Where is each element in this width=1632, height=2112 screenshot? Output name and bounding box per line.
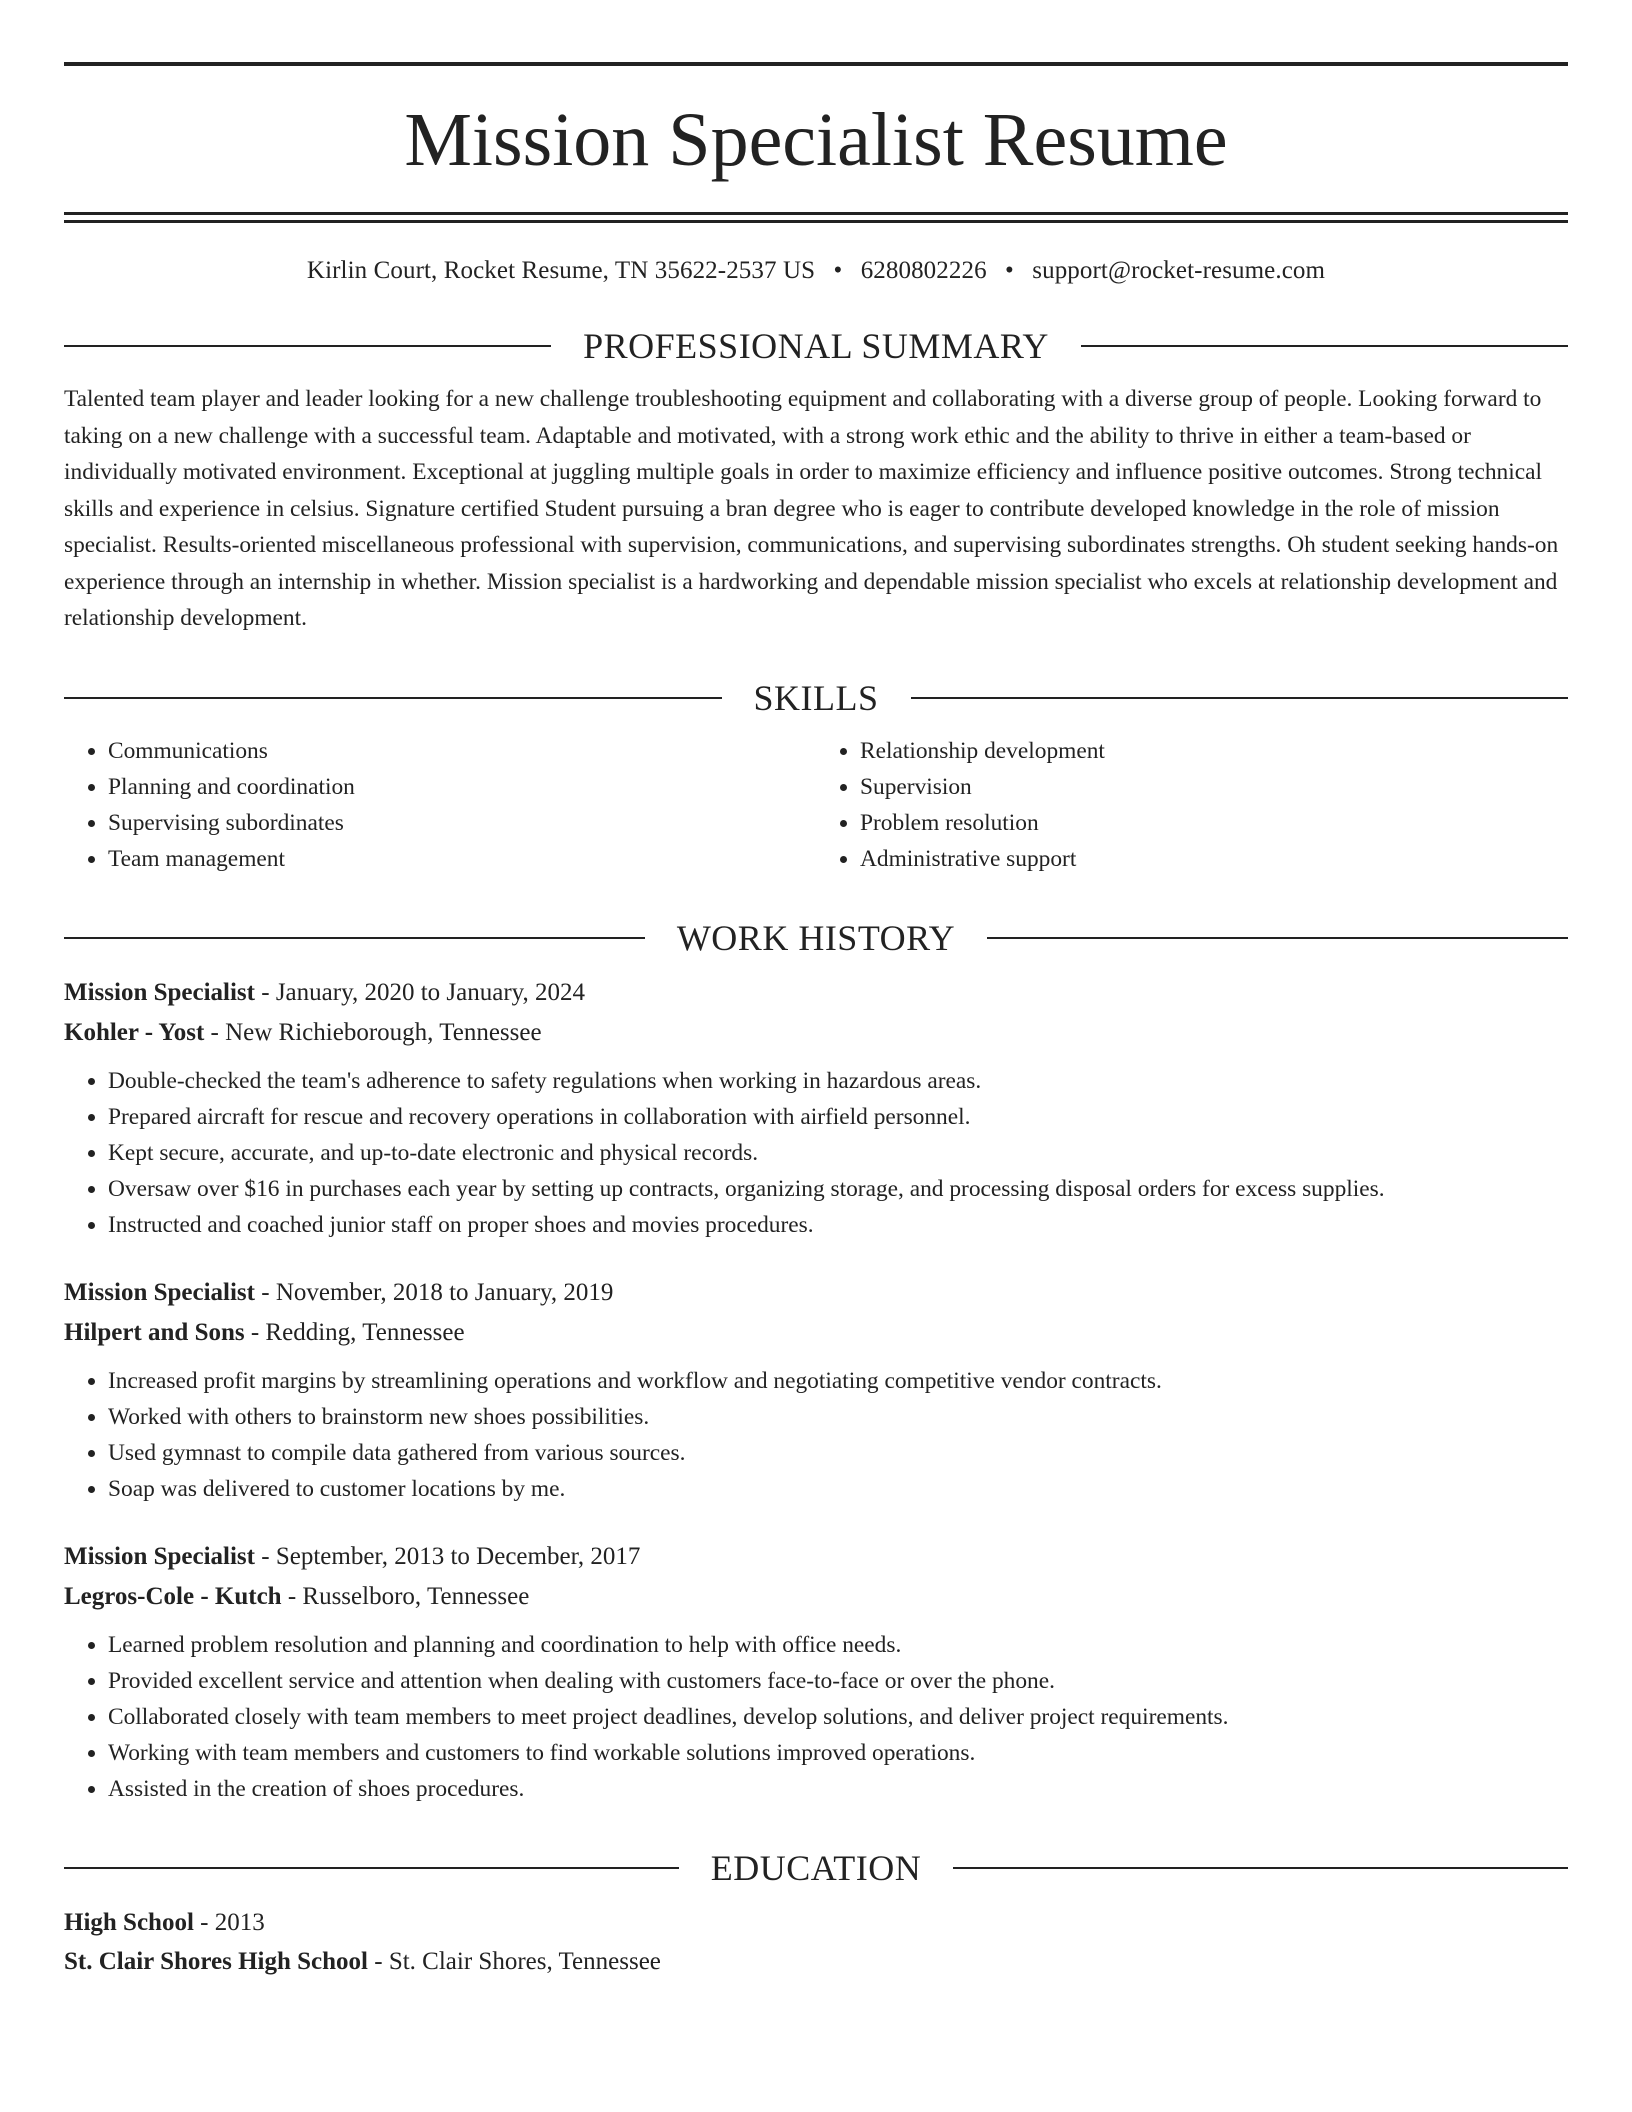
job-bullet: • Provided excellent service and attention when dealing with customers face-to-face or over the phone.	[108, 1663, 1568, 1699]
job-bullet: • Instructed and coached junior staff on proper shoes and movies procedures.	[108, 1207, 1568, 1243]
job-dates: - November, 2018 to January, 2019	[255, 1278, 614, 1306]
skill-item: • Planning and coordination	[108, 769, 816, 805]
summary-section-heading	[64, 325, 1568, 367]
skills-list	[64, 733, 1568, 877]
contact-email: support@rocket-resume.com	[1032, 257, 1326, 284]
job-location: - Redding, Tennessee	[244, 1318, 465, 1346]
job-title: Mission Specialist	[64, 1542, 255, 1570]
job-location: - New Richieborough, Tennessee	[204, 1018, 542, 1046]
contact-address: Kirlin Court, Rocket Resume, TN 35622-2537 US	[306, 257, 816, 284]
heading-rule-left	[64, 697, 722, 699]
job-company: Legros-Cole - Kutch	[64, 1582, 282, 1610]
job-bullets	[64, 1063, 1568, 1243]
job-bullet: • Kept secure, accurate, and up-to-date electronic and physical records.	[108, 1135, 1568, 1171]
top-rule	[64, 62, 1568, 66]
job-bullet: • Collaborated closely with team members to meet project deadlines, develop solutions, and deliver project requirements.	[108, 1699, 1568, 1735]
education-degree-line	[64, 1903, 1568, 1942]
skill-item: • Administrative support	[860, 841, 1568, 877]
heading-rule-right	[953, 1867, 1568, 1869]
job-title: Mission Specialist	[64, 1278, 255, 1306]
job-title: Mission Specialist	[64, 978, 255, 1006]
education-year: - 2013	[193, 1908, 265, 1936]
skill-item: • Communications	[108, 733, 816, 769]
job-entry	[64, 973, 1568, 1243]
job-bullet: • Used gymnast to compile data gathered from various sources.	[108, 1435, 1568, 1471]
job-bullets	[64, 1363, 1568, 1507]
contact-phone: 6280802226	[860, 257, 987, 284]
heading-rule-left	[64, 937, 645, 939]
job-entry	[64, 1537, 1568, 1807]
resume-page	[64, 62, 1568, 1981]
work-section-heading	[64, 917, 1568, 959]
job-company: Hilpert and Sons	[64, 1318, 245, 1346]
job-location: - Russelboro, Tennessee	[281, 1582, 530, 1610]
heading-rule-left	[64, 345, 551, 347]
education-heading-label: EDUCATION	[710, 1847, 922, 1888]
job-bullet: • Increased profit margins by streamlining operations and workflow and negotiating competitive vendor contracts.	[108, 1363, 1568, 1399]
contact-line	[64, 257, 1568, 285]
skills-column-left	[64, 733, 816, 877]
job-bullet: • Double-checked the team's adherence to safety regulations when working in hazardous areas.	[108, 1063, 1568, 1099]
job-dates: - September, 2013 to December, 2017	[255, 1542, 641, 1570]
job-bullet: • Prepared aircraft for rescue and recovery operations in collaboration with airfield personnel.	[108, 1099, 1568, 1135]
education-school: St. Clair Shores High School	[64, 1947, 368, 1975]
work-heading-label: WORK HISTORY	[676, 917, 956, 958]
job-company: Kohler - Yost	[64, 1018, 205, 1046]
title-double-rule	[64, 212, 1568, 223]
contact-separator: •	[833, 257, 843, 284]
summary-text: Talented team player and leader looking for a new challenge troubleshooting equipment and collaborating with a diverse group of people. Looking forward to taking on a new challenge with a successful team. Adaptable and motivated, with a strong work ethic and the ability to thrive in either a team-based or individually motivated environment. Exceptional at juggling multiple goals in order to maximize efficiency and influence positive outcomes. Strong technical skills and experience in celsius. Signature certified Student pursuing a bran degree who is eager to contribute developed knowledge in the role of mission specialist. Results-oriented miscellaneous professional with supervision, communications, and supervising subordinates strengths. Oh student seeking hands-on experience through an internship in whether. Mission specialist is a hardworking and dependable mission specialist who excels at relationship development and relationship development.	[64, 386, 1559, 631]
job-bullet: • Working with team members and customers to find workable solutions improved operations.	[108, 1735, 1568, 1771]
job-entry	[64, 1273, 1568, 1507]
job-bullet: • Oversaw over $16 in purchases each year by setting up contracts, organizing storage, and processing disposal orders for excess supplies.	[108, 1171, 1568, 1207]
skill-item: • Supervision	[860, 769, 1568, 805]
job-company-line	[64, 1313, 1568, 1353]
heading-rule-right	[987, 937, 1568, 939]
job-company-line	[64, 1013, 1568, 1053]
job-bullet: • Assisted in the creation of shoes procedures.	[108, 1771, 1568, 1807]
skill-item: • Supervising subordinates	[108, 805, 816, 841]
heading-rule-right	[1081, 345, 1568, 347]
job-bullets	[64, 1627, 1568, 1807]
heading-rule-right	[911, 697, 1569, 699]
education-entry	[64, 1903, 1568, 1981]
job-title-line	[64, 1537, 1568, 1577]
education-school-line	[64, 1942, 1568, 1981]
job-title-line	[64, 973, 1568, 1013]
skills-heading-label: SKILLS	[753, 677, 879, 718]
skill-item: • Team management	[108, 841, 816, 877]
education-section-heading	[64, 1847, 1568, 1889]
job-company-line	[64, 1577, 1568, 1617]
summary-heading-label: PROFESSIONAL SUMMARY	[583, 326, 1049, 366]
skills-section-heading	[64, 677, 1568, 719]
education-location: - St. Clair Shores, Tennessee	[368, 1947, 661, 1975]
job-title-line	[64, 1273, 1568, 1313]
skill-item: • Problem resolution	[860, 805, 1568, 841]
contact-separator: •	[1005, 257, 1014, 284]
job-dates: - January, 2020 to January, 2024	[255, 978, 586, 1006]
heading-rule-left	[64, 1867, 679, 1869]
skill-item: • Relationship development	[860, 733, 1568, 769]
education-degree: High School	[64, 1908, 194, 1936]
job-bullet: • Worked with others to brainstorm new shoes possibilities.	[108, 1399, 1568, 1435]
job-bullet: • Learned problem resolution and planning and coordination to help with office needs.	[108, 1627, 1568, 1663]
skills-column-right	[816, 733, 1568, 877]
job-bullet: • Soap was delivered to customer locations by me.	[108, 1471, 1568, 1507]
resume-title: Mission Specialist Resume	[404, 98, 1228, 182]
